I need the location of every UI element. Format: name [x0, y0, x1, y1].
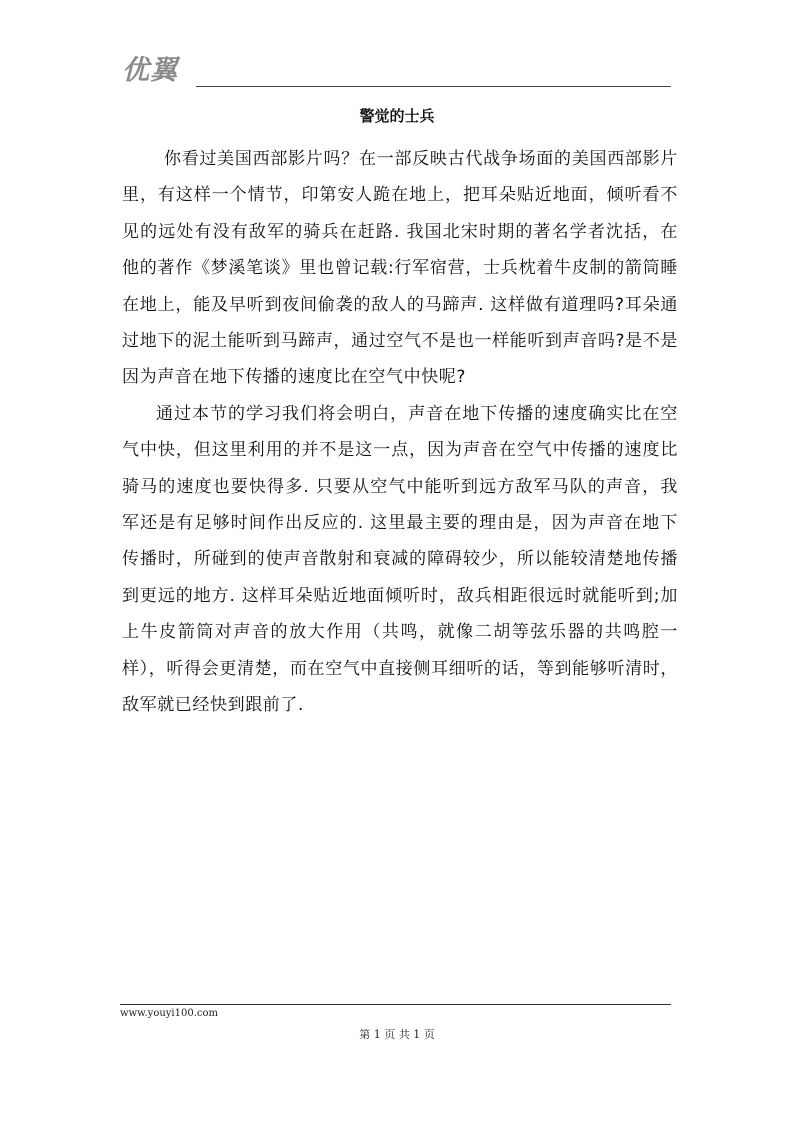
- footer-divider: [120, 1004, 671, 1005]
- header-logo: 优翼: [122, 55, 178, 86]
- header-divider: [196, 86, 671, 87]
- document-title: 警觉的士兵: [359, 107, 435, 125]
- document-body: [122, 141, 678, 724]
- page-number: 第 1 页 共 1 页: [359, 1028, 435, 1041]
- footer-url: www.youyi100.com: [120, 1008, 218, 1019]
- paragraph-2: 通过本节的学习我们将会明白，声音在地下传播的速度确实比在空气中快，但这里利用的并不是这一点，因为声音在空气中传播的速度比骑马的速度也要快得多. 只要从空气中能听到远方敌军马队的声音，我军还是有足够时间作出反应的. 这里最主要的理由是，因为声音在地下传播时，所碰到的使声音散射和衰减的障碍较少，所以能较清楚地传播到更远的地方. 这样耳朵贴近地面倾听时，敌兵相距很远时就能听到;加上牛皮箭筒对声音的放大作用（共鸣，就像二胡等弦乐器的共鸣腔一样），听得会更清楚，而在空气中直接侧耳细听的话，等到能够听清时，敌军就已经快到跟前了.: [122, 403, 678, 716]
- paragraph-1: 你看过美国西部影片吗？在一部反映古代战争场面的美国西部影片里，有这样一个情节，印第安人跪在地上，把耳朵贴近地面，倾听看不见的远处有没有敌军的骑兵在赶路. 我国北宋时期的著名学者沈括，在他的著作《梦溪笔谈》里也曾记载:行军宿营，士兵枕着牛皮制的箭筒睡在地上，能及早听到夜间偷袭的敌人的马蹄声. 这样做有道理吗?耳朵通过地下的泥土能听到马蹄声，通过空气不是也一样能听到声音吗?是不是因为声音在地下传播的速度比在空气中快呢?: [122, 149, 678, 388]
